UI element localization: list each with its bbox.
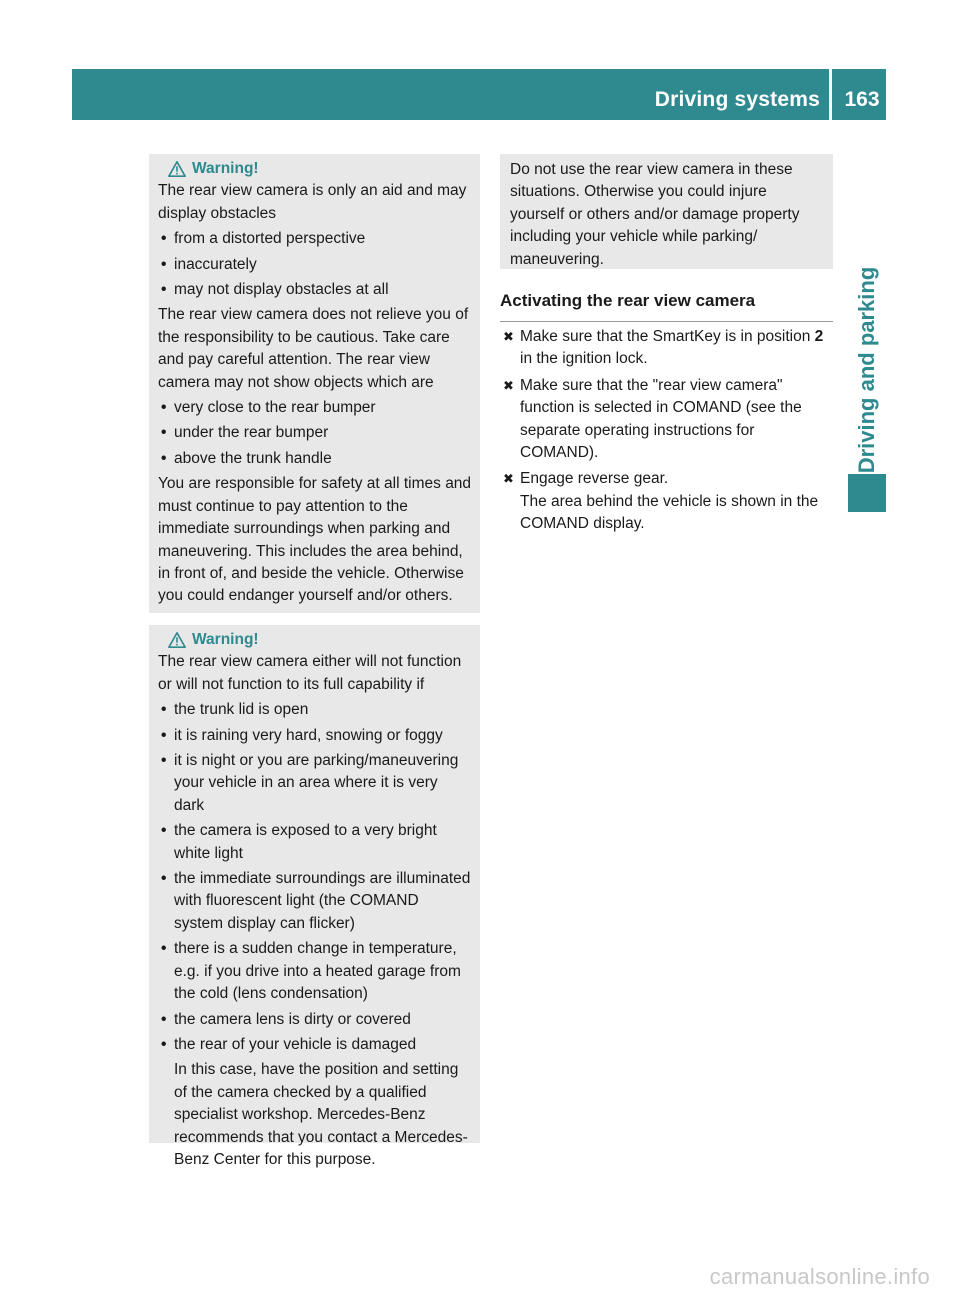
step-text: in the ignition lock. [520, 350, 648, 368]
warning-box-2 [149, 625, 480, 1168]
warning-heading-text: Warning! [192, 631, 259, 648]
warning2-intro: The rear view camera either will not function or will not function to its full capability if [158, 653, 462, 693]
warning1-list-a [158, 228, 472, 301]
step-text: Make sure that the "rear view camera" function is selected in COMAND (see the separate operating instructions for COMAND). [520, 376, 802, 462]
bullet-item: • it is night or you are parking/maneuvering your vehicle in an area where it is very dark [158, 750, 472, 817]
warning2-note: In this case, have the position and setting of the camera checked by a qualified specialist workshop. Mercedes-Benz recommends that you contact a Mercedes-Benz Center for this purpose. [174, 1061, 468, 1168]
warning-continued-box [500, 154, 833, 269]
step-arrow-icon: ✖ [503, 471, 514, 487]
step-result: The area behind the vehicle is shown in the COMAND display. [520, 492, 819, 533]
warning-heading-text: Warning! [192, 160, 259, 177]
instruction-step [503, 375, 836, 465]
bullet-item: • above the trunk handle [158, 448, 472, 470]
bullet-item: • very close to the rear bumper [158, 397, 472, 419]
bullet-item: • under the rear bumper [158, 422, 472, 444]
instruction-step [503, 326, 836, 371]
continued-text: Do not use the rear view camera in these situations. Otherwise you could injure yourself or others and/or damage property including your vehicle while parking/ maneuvering. [510, 161, 800, 268]
warning1-para3: You are responsible for safety at all times and must continue to pay attention to the immediate surroundings when parking and maneuvering. This includes the area behind, in front of, and beside the vehicle. Otherwise you could endanger yourself and/or others. [158, 475, 472, 605]
side-tab-marker [848, 474, 886, 512]
warning1-intro: The rear view camera is only an aid and may display obstacles [158, 182, 467, 222]
page-header-title: Driving systems [654, 88, 820, 111]
step-text: Engage reverse gear. [520, 470, 669, 488]
warning-triangle-icon [168, 160, 186, 178]
bullet-item: • inaccurately [158, 254, 472, 276]
step-arrow-icon: ✖ [503, 329, 514, 344]
side-tab-label: Driving and parking [854, 266, 879, 474]
page-number: 163 [844, 88, 880, 111]
bullet-item: • the trunk lid is open [158, 699, 472, 721]
step-text: Make sure that the SmartKey is in position [520, 328, 815, 345]
bullet-item: • there is a sudden change in temperature, e.g. if you drive into a heated garage from the cold (lens condensation) [158, 938, 472, 1005]
warning-triangle-icon [168, 631, 186, 649]
warning-heading [168, 629, 472, 651]
bullet-item: • the camera lens is dirty or covered [158, 1009, 472, 1031]
bullet-item: • the camera is exposed to a very bright white light [158, 820, 472, 865]
bullet-item: • it is raining very hard, snowing or foggy [158, 725, 472, 747]
bullet-item: • from a distorted perspective [158, 228, 472, 250]
watermark [0, 1264, 960, 1290]
instruction-steps [503, 326, 836, 540]
step-position-value: 2 [814, 328, 824, 345]
bullet-item: • may not display obstacles at all [158, 279, 472, 301]
watermark-text: carmanualsonline.info [709, 1264, 930, 1289]
section-title: Activating the rear view camera [500, 287, 833, 322]
warning1-para2: The rear view camera does not relieve you of the responsibility to be cautious. Take care and pay careful attention. The rear view camera may not show objects which are [158, 306, 469, 391]
warning1-list-b [158, 397, 472, 470]
warning-heading [168, 158, 472, 180]
warning-box-1 [149, 154, 480, 613]
header-divider [829, 69, 832, 120]
bullet-item: • the rear of your vehicle is damaged [158, 1034, 472, 1056]
step-arrow-icon: ✖ [503, 377, 514, 393]
instruction-step [503, 468, 836, 535]
bullet-item: • the immediate surroundings are illuminated with fluorescent light (the COMAND system display can flicker) [158, 868, 472, 935]
warning2-list [158, 699, 472, 1171]
